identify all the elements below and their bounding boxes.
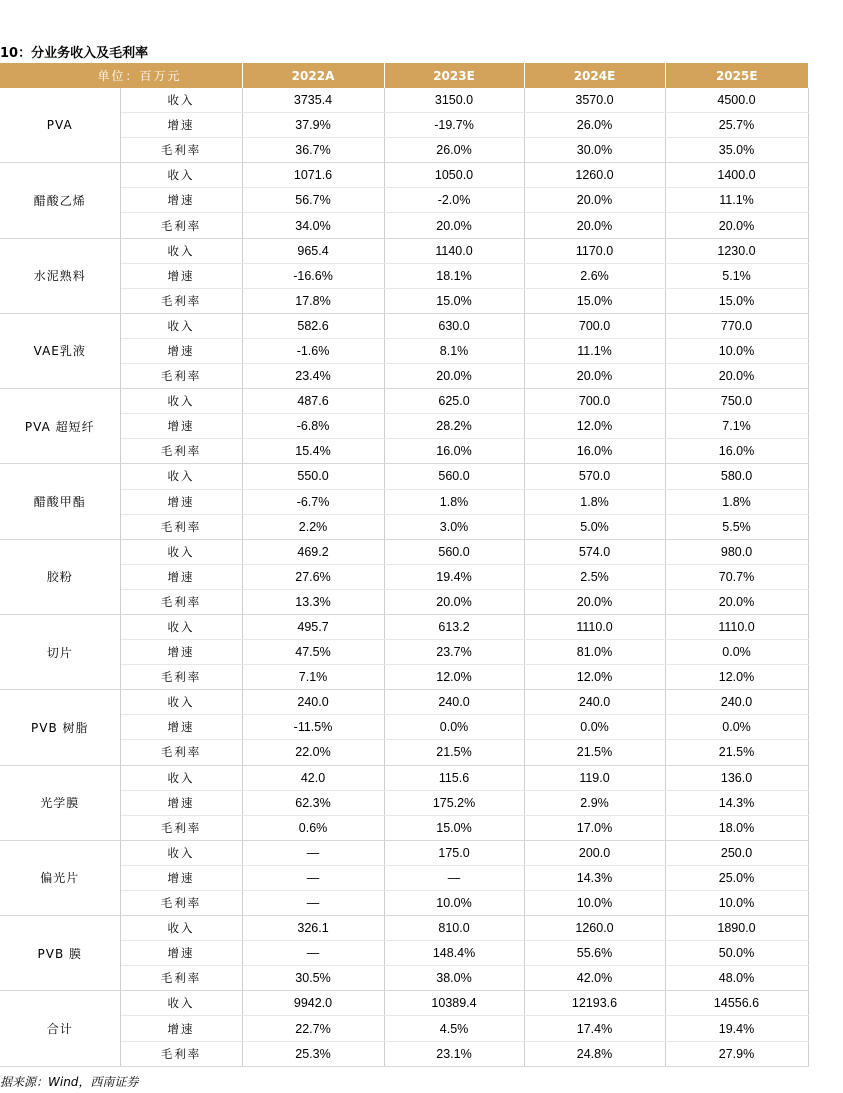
value-cell: 630.0 <box>384 313 524 338</box>
value-cell: 21.5% <box>384 740 524 765</box>
metric-label-cell: 增速 <box>120 640 242 665</box>
value-cell: 4.5% <box>384 1016 524 1041</box>
value-cell: 12.0% <box>665 665 808 690</box>
table-row <box>0 1041 808 1066</box>
metric-label-cell: 收入 <box>120 614 242 639</box>
metric-label-cell: 收入 <box>120 88 242 113</box>
value-cell: 240.0 <box>384 690 524 715</box>
table-row <box>0 640 808 665</box>
business-revenue-table <box>0 63 809 1067</box>
value-cell: 14.3% <box>524 865 665 890</box>
value-cell: 20.0% <box>384 364 524 389</box>
table-row <box>0 916 808 941</box>
table-row <box>0 765 808 790</box>
value-cell: 36.7% <box>242 138 384 163</box>
value-cell: 10.0% <box>524 891 665 916</box>
value-cell: 1110.0 <box>524 614 665 639</box>
value-cell: 26.0% <box>384 138 524 163</box>
value-cell: 17.8% <box>242 288 384 313</box>
value-cell: 240.0 <box>665 690 808 715</box>
value-cell: 11.1% <box>665 188 808 213</box>
metric-label-cell: 收入 <box>120 238 242 263</box>
value-cell: 1.8% <box>384 489 524 514</box>
value-cell: -11.5% <box>242 715 384 740</box>
value-cell: 42.0 <box>242 765 384 790</box>
value-cell: 20.0% <box>384 589 524 614</box>
source-note: 据来源：Wind，西南证券 <box>0 1075 139 1089</box>
value-cell: 19.4% <box>384 564 524 589</box>
table-row <box>0 815 808 840</box>
value-cell: 550.0 <box>242 464 384 489</box>
product-name-cell: 醋酸乙烯 <box>0 163 120 238</box>
product-name-cell: 光学膜 <box>0 765 120 840</box>
year-header: 2025E <box>665 63 808 88</box>
value-cell: 613.2 <box>384 614 524 639</box>
product-name-cell: PVB 树脂 <box>0 690 120 765</box>
value-cell: 2.9% <box>524 790 665 815</box>
value-cell: 240.0 <box>242 690 384 715</box>
value-cell: 62.3% <box>242 790 384 815</box>
table-row <box>0 364 808 389</box>
table-row <box>0 589 808 614</box>
product-name-cell: 合计 <box>0 991 120 1066</box>
value-cell: 1170.0 <box>524 238 665 263</box>
table-body <box>0 88 808 1066</box>
table-row <box>0 489 808 514</box>
value-cell: 15.0% <box>524 288 665 313</box>
table-row <box>0 213 808 238</box>
metric-label-cell: 收入 <box>120 389 242 414</box>
value-cell: 20.0% <box>524 188 665 213</box>
table-row <box>0 288 808 313</box>
value-cell: 1050.0 <box>384 163 524 188</box>
value-cell: 22.0% <box>242 740 384 765</box>
table-row <box>0 389 808 414</box>
metric-label-cell: 毛利率 <box>120 815 242 840</box>
value-cell: 24.8% <box>524 1041 665 1066</box>
value-cell: 5.0% <box>524 514 665 539</box>
value-cell: 12193.6 <box>524 991 665 1016</box>
value-cell: 240.0 <box>524 690 665 715</box>
metric-label-cell: 增速 <box>120 414 242 439</box>
value-cell: -16.6% <box>242 263 384 288</box>
value-cell: 2.2% <box>242 514 384 539</box>
metric-label-cell: 增速 <box>120 263 242 288</box>
value-cell: 175.0 <box>384 840 524 865</box>
value-cell: 810.0 <box>384 916 524 941</box>
value-cell: 1890.0 <box>665 916 808 941</box>
value-cell: 30.0% <box>524 138 665 163</box>
value-cell: 12.0% <box>524 665 665 690</box>
value-cell: 1.8% <box>665 489 808 514</box>
value-cell: 21.5% <box>524 740 665 765</box>
table-title: 10：分业务收入及毛利率 <box>0 46 149 61</box>
value-cell: 582.6 <box>242 313 384 338</box>
value-cell: 495.7 <box>242 614 384 639</box>
value-cell: 1230.0 <box>665 238 808 263</box>
metric-label-cell: 增速 <box>120 865 242 890</box>
value-cell: 25.7% <box>665 113 808 138</box>
metric-label-cell: 收入 <box>120 313 242 338</box>
metric-label-cell: 收入 <box>120 163 242 188</box>
year-header: 2024E <box>524 63 665 88</box>
table-row <box>0 313 808 338</box>
metric-label-cell: 毛利率 <box>120 514 242 539</box>
value-cell: 16.0% <box>665 439 808 464</box>
metric-label-cell: 收入 <box>120 916 242 941</box>
value-cell: 38.0% <box>384 966 524 991</box>
product-name-cell: 切片 <box>0 614 120 689</box>
product-name-cell: PVA 超短纤 <box>0 389 120 464</box>
value-cell: 148.4% <box>384 941 524 966</box>
value-cell: 9942.0 <box>242 991 384 1016</box>
product-name-cell: 胶粉 <box>0 539 120 614</box>
metric-label-cell: 毛利率 <box>120 288 242 313</box>
value-cell: 13.3% <box>242 589 384 614</box>
metric-label-cell: 毛利率 <box>120 364 242 389</box>
table-row <box>0 138 808 163</box>
value-cell: 20.0% <box>524 213 665 238</box>
table-row <box>0 88 808 113</box>
value-cell: 10389.4 <box>384 991 524 1016</box>
metric-label-cell: 毛利率 <box>120 589 242 614</box>
value-cell: 1071.6 <box>242 163 384 188</box>
value-cell: 12.0% <box>384 665 524 690</box>
header-row <box>0 63 808 88</box>
value-cell: — <box>242 840 384 865</box>
table-row <box>0 690 808 715</box>
value-cell: 487.6 <box>242 389 384 414</box>
metric-label-cell: 收入 <box>120 991 242 1016</box>
value-cell: 23.7% <box>384 640 524 665</box>
value-cell: 560.0 <box>384 464 524 489</box>
metric-label-cell: 毛利率 <box>120 966 242 991</box>
value-cell: 28.2% <box>384 414 524 439</box>
value-cell: 27.6% <box>242 564 384 589</box>
value-cell: 34.0% <box>242 213 384 238</box>
value-cell: 700.0 <box>524 313 665 338</box>
value-cell: 3735.4 <box>242 88 384 113</box>
table-row <box>0 113 808 138</box>
value-cell: 5.1% <box>665 263 808 288</box>
value-cell: -1.6% <box>242 338 384 363</box>
product-name-cell: PVB 膜 <box>0 916 120 991</box>
table-row <box>0 188 808 213</box>
value-cell: 14556.6 <box>665 991 808 1016</box>
year-header: 2022A <box>242 63 384 88</box>
metric-label-cell: 毛利率 <box>120 213 242 238</box>
value-cell: 700.0 <box>524 389 665 414</box>
value-cell: 48.0% <box>665 966 808 991</box>
value-cell: 570.0 <box>524 464 665 489</box>
table-row <box>0 740 808 765</box>
metric-label-cell: 毛利率 <box>120 1041 242 1066</box>
table-row <box>0 338 808 363</box>
table-row <box>0 840 808 865</box>
metric-label-cell: 收入 <box>120 840 242 865</box>
metric-label-cell: 增速 <box>120 113 242 138</box>
value-cell: 10.0% <box>665 891 808 916</box>
value-cell: 25.3% <box>242 1041 384 1066</box>
metric-label-cell: 毛利率 <box>120 665 242 690</box>
value-cell: 1400.0 <box>665 163 808 188</box>
value-cell: 20.0% <box>384 213 524 238</box>
value-cell: 8.1% <box>384 338 524 363</box>
value-cell: 2.5% <box>524 564 665 589</box>
value-cell: 4500.0 <box>665 88 808 113</box>
table-row <box>0 414 808 439</box>
value-cell: 16.0% <box>524 439 665 464</box>
value-cell: 750.0 <box>665 389 808 414</box>
value-cell: 115.6 <box>384 765 524 790</box>
value-cell: 17.0% <box>524 815 665 840</box>
metric-label-cell: 增速 <box>120 564 242 589</box>
value-cell: 19.4% <box>665 1016 808 1041</box>
value-cell: 3570.0 <box>524 88 665 113</box>
value-cell: 5.5% <box>665 514 808 539</box>
value-cell: 27.9% <box>665 1041 808 1066</box>
metric-label-cell: 增速 <box>120 790 242 815</box>
value-cell: 0.0% <box>665 640 808 665</box>
value-cell: — <box>242 865 384 890</box>
value-cell: 47.5% <box>242 640 384 665</box>
value-cell: 23.1% <box>384 1041 524 1066</box>
value-cell: -6.7% <box>242 489 384 514</box>
table-row <box>0 941 808 966</box>
table-row <box>0 790 808 815</box>
value-cell: 22.7% <box>242 1016 384 1041</box>
value-cell: 30.5% <box>242 966 384 991</box>
value-cell: 16.0% <box>384 439 524 464</box>
product-name-cell: VAE乳液 <box>0 313 120 388</box>
unit-header: 单位：百万元 <box>0 63 242 88</box>
year-header: 2023E <box>384 63 524 88</box>
product-name-cell: 水泥熟料 <box>0 238 120 313</box>
value-cell: 574.0 <box>524 539 665 564</box>
value-cell: — <box>242 891 384 916</box>
value-cell: 200.0 <box>524 840 665 865</box>
metric-label-cell: 收入 <box>120 765 242 790</box>
metric-label-cell: 毛利率 <box>120 138 242 163</box>
value-cell: 55.6% <box>524 941 665 966</box>
metric-label-cell: 增速 <box>120 1016 242 1041</box>
value-cell: 1140.0 <box>384 238 524 263</box>
value-cell: 10.0% <box>665 338 808 363</box>
product-name-cell: 偏光片 <box>0 840 120 915</box>
table-row <box>0 865 808 890</box>
value-cell: 0.0% <box>665 715 808 740</box>
value-cell: 119.0 <box>524 765 665 790</box>
value-cell: 37.9% <box>242 113 384 138</box>
value-cell: 81.0% <box>524 640 665 665</box>
value-cell: 1110.0 <box>665 614 808 639</box>
value-cell: -6.8% <box>242 414 384 439</box>
value-cell: 50.0% <box>665 941 808 966</box>
table-row <box>0 439 808 464</box>
metric-label-cell: 增速 <box>120 188 242 213</box>
value-cell: 18.1% <box>384 263 524 288</box>
product-name-cell: 醋酸甲酯 <box>0 464 120 539</box>
value-cell: 18.0% <box>665 815 808 840</box>
value-cell: 15.0% <box>665 288 808 313</box>
table-row <box>0 715 808 740</box>
table-row <box>0 891 808 916</box>
table-row <box>0 263 808 288</box>
metric-label-cell: 收入 <box>120 464 242 489</box>
metric-label-cell: 收入 <box>120 690 242 715</box>
metric-label-cell: 毛利率 <box>120 439 242 464</box>
value-cell: 0.0% <box>524 715 665 740</box>
table-row <box>0 514 808 539</box>
table-row <box>0 614 808 639</box>
value-cell: 1260.0 <box>524 916 665 941</box>
value-cell: 26.0% <box>524 113 665 138</box>
value-cell: -2.0% <box>384 188 524 213</box>
value-cell: 625.0 <box>384 389 524 414</box>
table-row <box>0 564 808 589</box>
table-row <box>0 464 808 489</box>
value-cell: 23.4% <box>242 364 384 389</box>
value-cell: 175.2% <box>384 790 524 815</box>
value-cell: 0.6% <box>242 815 384 840</box>
value-cell: 35.0% <box>665 138 808 163</box>
value-cell: 17.4% <box>524 1016 665 1041</box>
value-cell: 250.0 <box>665 840 808 865</box>
value-cell: 11.1% <box>524 338 665 363</box>
value-cell: 7.1% <box>242 665 384 690</box>
value-cell: 25.0% <box>665 865 808 890</box>
metric-label-cell: 增速 <box>120 941 242 966</box>
value-cell: 3150.0 <box>384 88 524 113</box>
value-cell: 20.0% <box>665 589 808 614</box>
value-cell: 560.0 <box>384 539 524 564</box>
value-cell: 0.0% <box>384 715 524 740</box>
value-cell: 10.0% <box>384 891 524 916</box>
metric-label-cell: 毛利率 <box>120 740 242 765</box>
value-cell: 42.0% <box>524 966 665 991</box>
metric-label-cell: 增速 <box>120 338 242 363</box>
value-cell: 326.1 <box>242 916 384 941</box>
value-cell: 70.7% <box>665 564 808 589</box>
table-row <box>0 238 808 263</box>
value-cell: 20.0% <box>524 589 665 614</box>
value-cell: — <box>384 865 524 890</box>
value-cell: 20.0% <box>665 364 808 389</box>
value-cell: 7.1% <box>665 414 808 439</box>
value-cell: 15.0% <box>384 288 524 313</box>
value-cell: — <box>242 941 384 966</box>
value-cell: 56.7% <box>242 188 384 213</box>
value-cell: 580.0 <box>665 464 808 489</box>
value-cell: 14.3% <box>665 790 808 815</box>
value-cell: 15.4% <box>242 439 384 464</box>
value-cell: 21.5% <box>665 740 808 765</box>
table-row <box>0 665 808 690</box>
value-cell: 2.6% <box>524 263 665 288</box>
value-cell: 12.0% <box>524 414 665 439</box>
value-cell: 1260.0 <box>524 163 665 188</box>
table-row <box>0 1016 808 1041</box>
value-cell: 965.4 <box>242 238 384 263</box>
value-cell: 469.2 <box>242 539 384 564</box>
metric-label-cell: 毛利率 <box>120 891 242 916</box>
value-cell: 136.0 <box>665 765 808 790</box>
value-cell: 20.0% <box>665 213 808 238</box>
table-row <box>0 966 808 991</box>
table-row <box>0 539 808 564</box>
table-row <box>0 163 808 188</box>
value-cell: 3.0% <box>384 514 524 539</box>
value-cell: 770.0 <box>665 313 808 338</box>
value-cell: 1.8% <box>524 489 665 514</box>
product-name-cell: PVA <box>0 88 120 163</box>
value-cell: -19.7% <box>384 113 524 138</box>
value-cell: 980.0 <box>665 539 808 564</box>
value-cell: 15.0% <box>384 815 524 840</box>
metric-label-cell: 增速 <box>120 489 242 514</box>
metric-label-cell: 增速 <box>120 715 242 740</box>
metric-label-cell: 收入 <box>120 539 242 564</box>
value-cell: 20.0% <box>524 364 665 389</box>
table-row <box>0 991 808 1016</box>
